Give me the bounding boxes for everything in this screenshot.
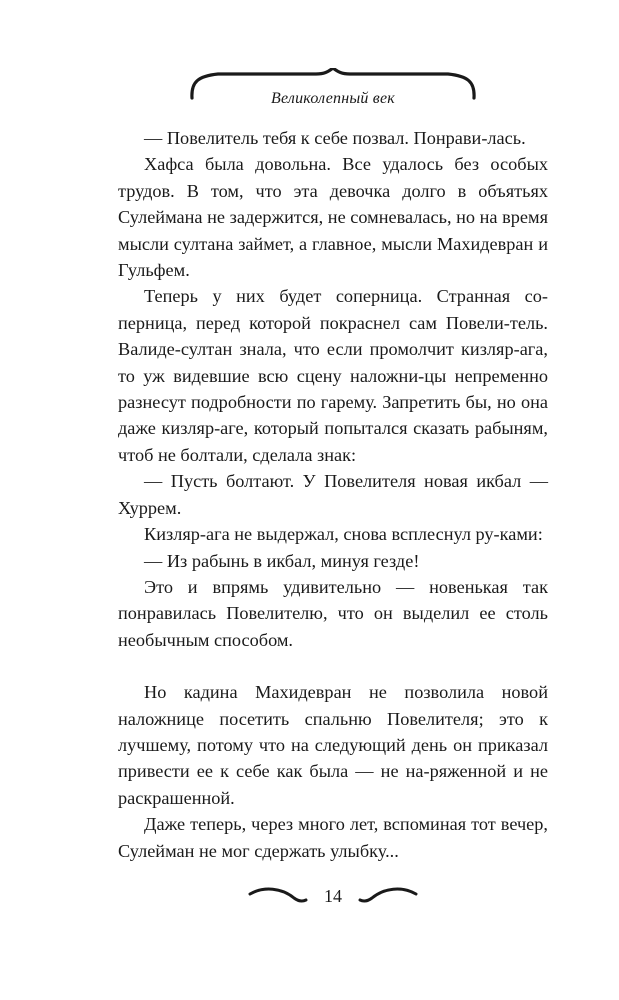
page-number: 14 — [324, 886, 342, 906]
running-head — [188, 68, 478, 120]
page-footer — [248, 882, 418, 916]
running-title: Великолепный век — [271, 90, 395, 107]
paragraph: Даже теперь, через много лет, вспоминая тот вечер, Сулейман не мог сдержать улыбку... — [118, 814, 548, 861]
paragraph: Хафса была довольна. Все удалось без особых трудов. В том, что эта девочка долго в объятьях Сулеймана не задержится, не сомневалась, но на время мысли султана займет, а главное, мысли Махидевран и Гульфем. — [118, 154, 548, 281]
page-body — [118, 125, 548, 864]
paragraph: Теперь у них будет соперница. Странная со-перница, перед которой покраснел сам Повели-тель. Валиде-султан знала, что если промолчит кизляр-ага, то уж видевшие всю сцену наложни-цы непременно разнесут подробности по гарему. Запретить бы, но она даже кизляр-аге, который попытался сказать рабыням, чтоб не болтали, сделала знак: — [118, 286, 548, 465]
paragraph: — Из рабынь в икбал, минуя гезде! — [144, 550, 420, 571]
paragraph: Но кадина Махидевран не позволила новой наложнице посетить спальню Повелителя; это к лучшему, потому что на следующий день он приказал привести ее к себе как была — не на-ряженной и не раскрашенной. — [118, 682, 548, 808]
paragraph: — Повелитель тебя к себе позвал. Понрави-лась. — [144, 128, 526, 148]
paragraph: — Пусть болтают. У Повелителя новая икбал — Хуррем. — [118, 471, 548, 518]
paragraph: Кизляр-ага не выдержал, снова всплеснул ру-ками: — [144, 524, 543, 545]
paragraph: Это и впрямь удивительно — новенькая так понравилась Повелителю, что он выделил ее столь необычным способом. — [118, 576, 548, 650]
